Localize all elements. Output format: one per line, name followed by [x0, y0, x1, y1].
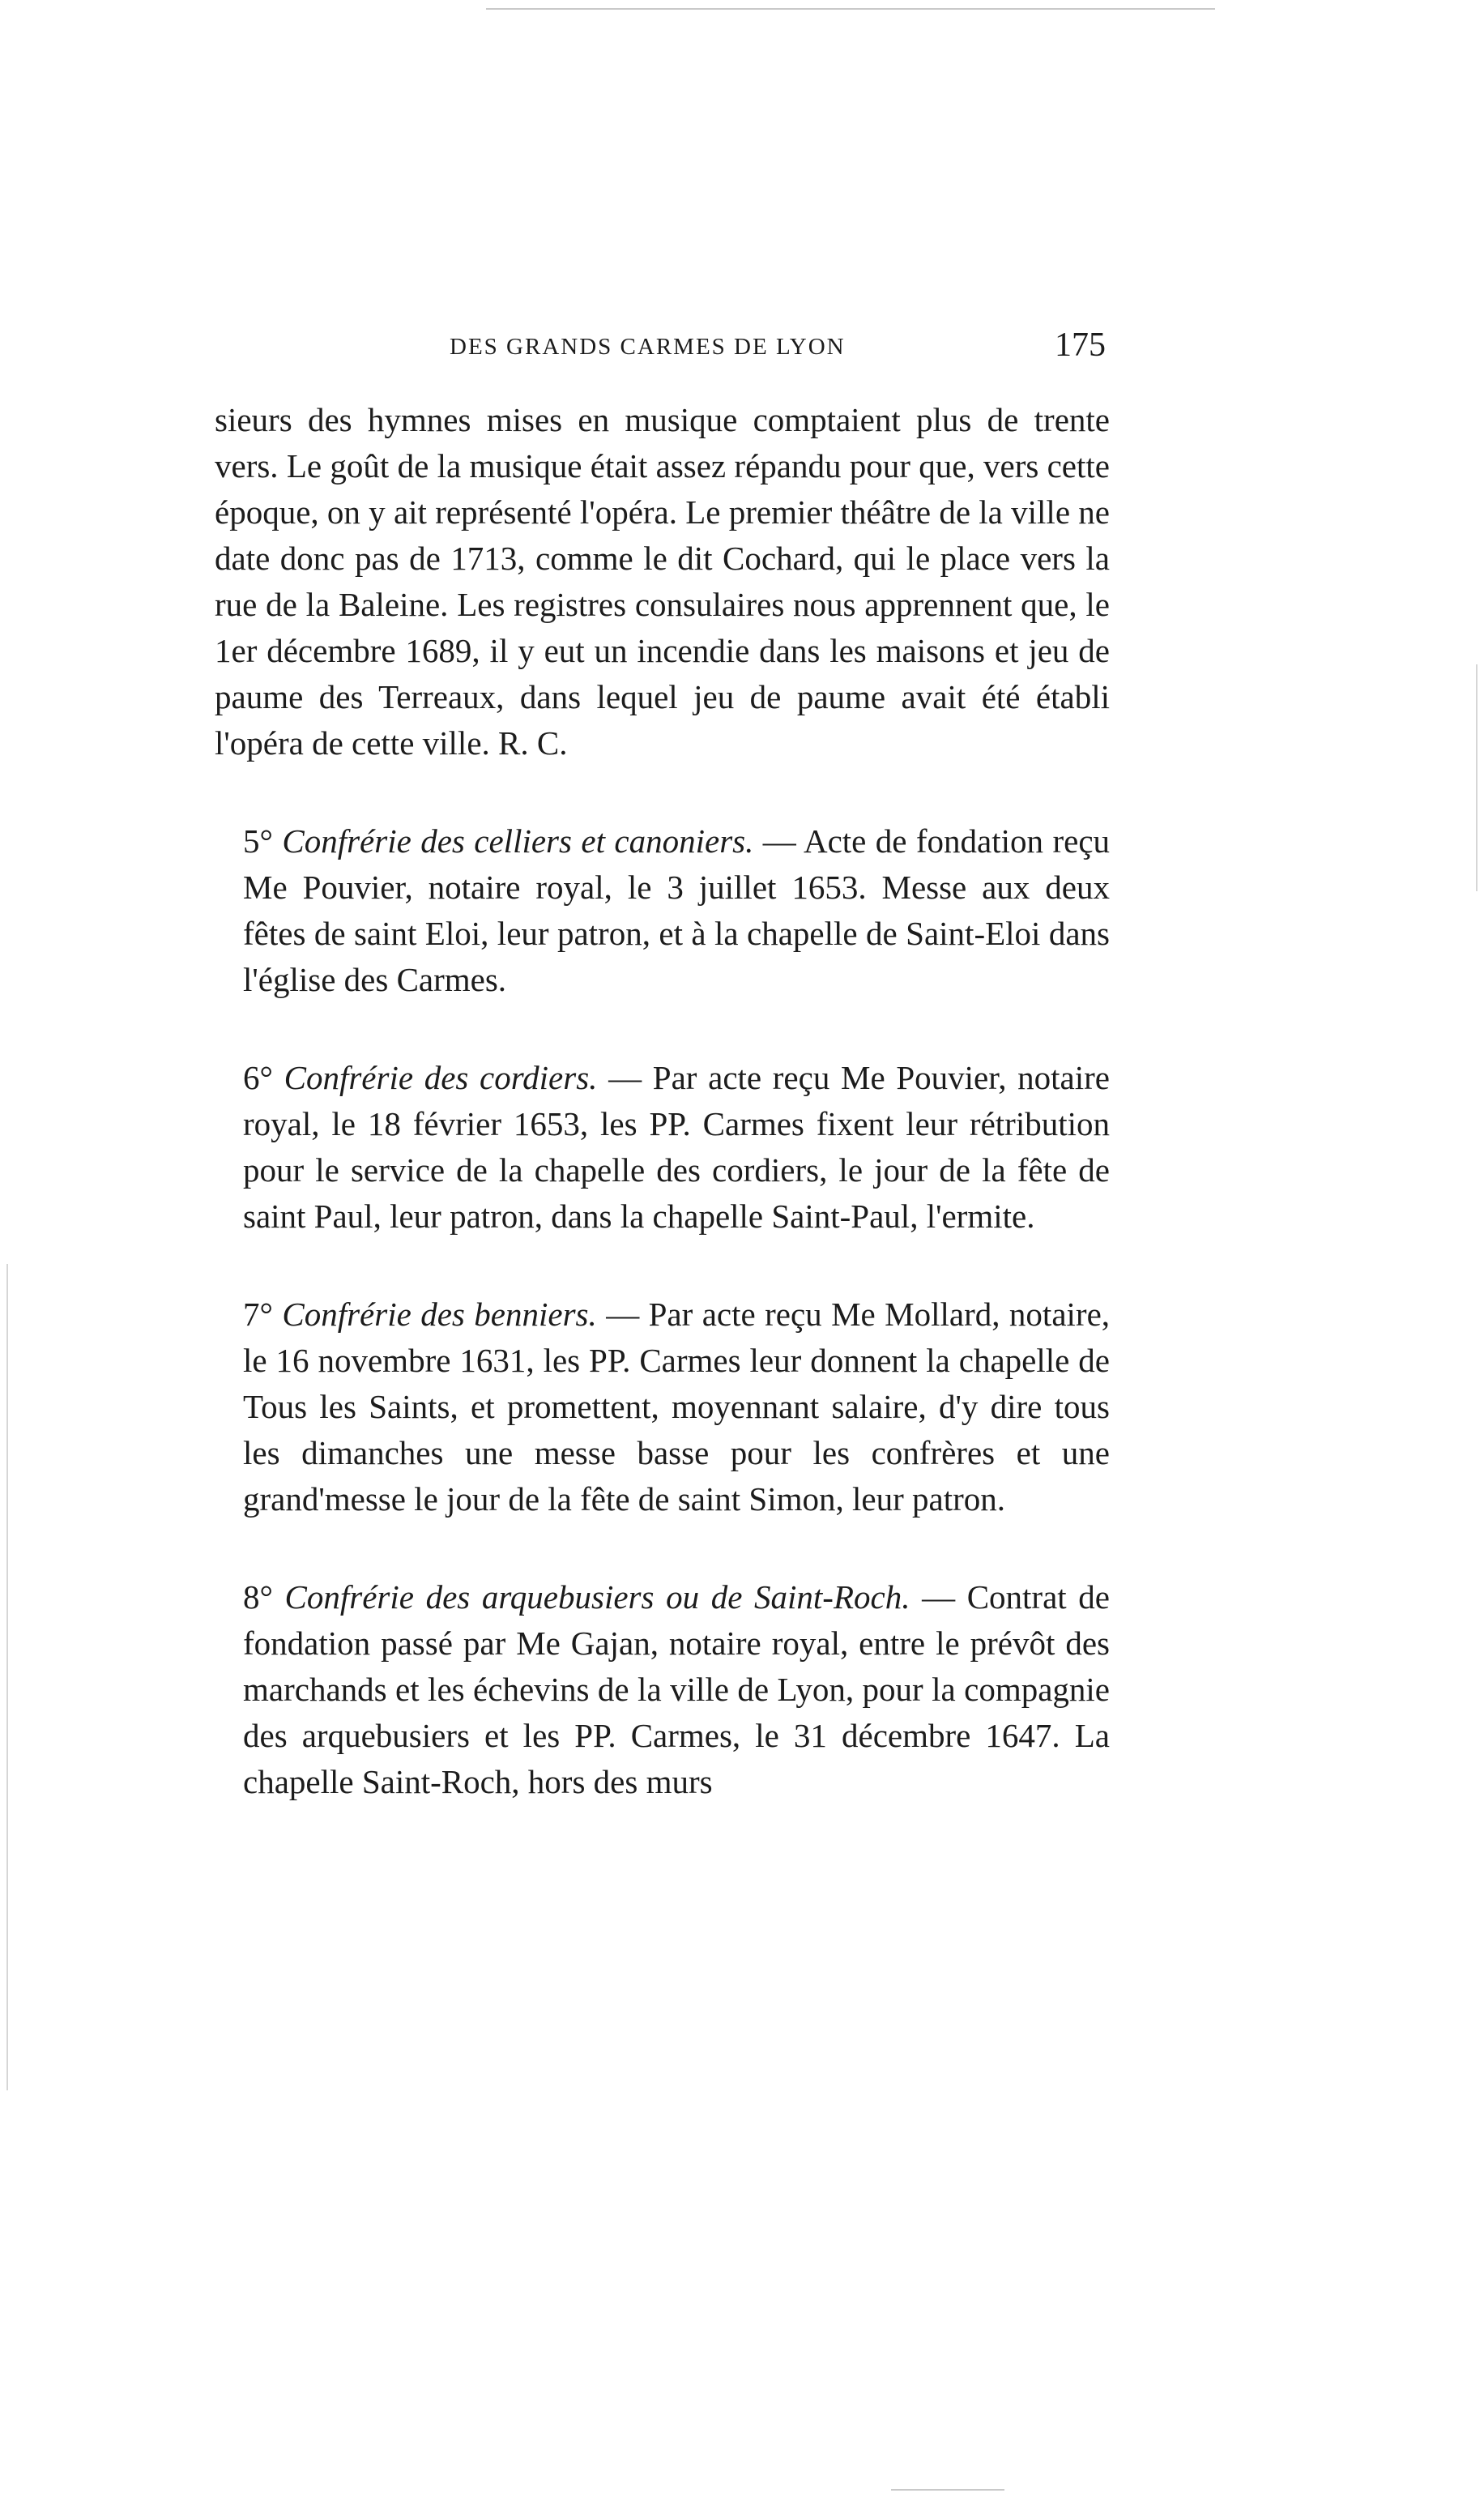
paragraph-confrerie-6 [215, 1055, 1110, 1240]
paragraph-heading: Confrérie des celliers et canoniers. [282, 822, 754, 860]
page-number: 175 [1055, 327, 1106, 364]
paragraph-heading: Confrérie des benniers. [282, 1296, 597, 1333]
paragraph-confrerie-8 [215, 1574, 1110, 1805]
paragraph-number: 7° [243, 1296, 273, 1333]
scan-border-bottom [891, 2489, 1004, 2491]
paragraph-confrerie-7 [215, 1291, 1110, 1522]
scan-border-top [486, 8, 1215, 10]
paragraph-text: — Contrat de fondation passé par Me Gajan, notaire royal, entre le prévôt des marchands et les échevins de la ville de Lyon, pour la compagnie des arquebusiers et les PP. Carmes, le 31 décembre 1647. La chapelle Saint-Roch, hors des murs [243, 1578, 1110, 1800]
paragraph-continuation [215, 397, 1110, 766]
paragraph-number: 5° [243, 822, 273, 860]
paragraph-text: — Acte de fondation reçu Me Pouvier, notaire royal, le 3 juillet 1653. Messe aux deux fêtes de saint Eloi, leur patron, et à la chapelle de Saint-Eloi dans l'église des Carmes. [243, 822, 1111, 998]
book-page [215, 324, 1110, 1857]
paragraph-text: — Par acte reçu Me Mollard, notaire, le 16 novembre 1631, les PP. Carmes leur donnent la chapelle de Tous les Saints, et promettent, moyennant salaire, d'y dire tous les dimanches une messe basse pour les confrères et une grand'messe le jour de la fête de saint Simon, leur patron. [243, 1296, 1111, 1518]
running-head [215, 324, 1110, 381]
paragraph-text: — Par acte reçu Me Pouvier, notaire royal, le 18 février 1653, les PP. Carmes fixent leur rétribution pour le service de la chapelle des cordiers, le jour de la fête de saint Paul, leur patron, dans la chapelle Saint-Paul, l'ermite. [243, 1059, 1111, 1235]
paragraph-number: 8° [243, 1578, 273, 1616]
paragraph-heading: Confrérie des arquebusiers ou de Saint-Roch. [284, 1578, 910, 1616]
paragraph-heading: Confrérie des cordiers. [284, 1059, 598, 1096]
scan-edge-left [6, 1264, 8, 2090]
running-title: DES GRANDS CARMES DE LYON [450, 334, 846, 360]
scan-edge-right [1476, 664, 1478, 891]
paragraph-text: sieurs des hymnes mises en musique comptaient plus de trente vers. Le goût de la musique était assez répandu pour que, vers cette époque, on y ait représenté l'opéra. Le premier théâtre de la ville ne date donc pas de 1713, comme le dit Cochard, qui le place vers la rue de la Baleine. Les registres consulaires nous apprennent que, le 1er décembre 1689, il y eut un incendie dans les maisons et jeu de paume des Terreaux, dans lequel jeu de paume avait été établi l'opéra de cette ville. R. C. [215, 401, 1110, 762]
paragraph-number: 6° [243, 1059, 273, 1096]
paragraph-confrerie-5 [215, 818, 1110, 1003]
